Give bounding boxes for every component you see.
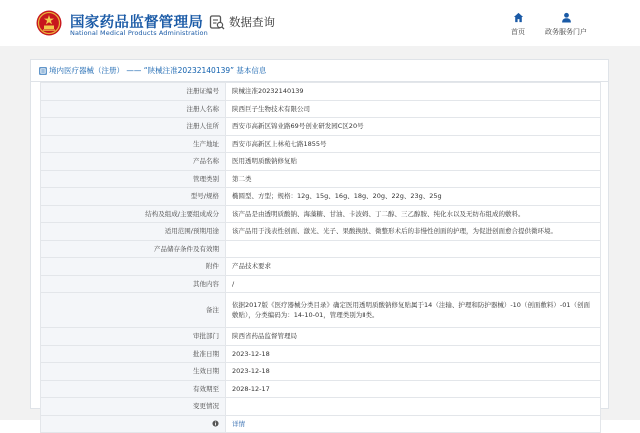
table-row — [41, 153, 601, 171]
national-emblem-icon — [36, 10, 62, 36]
field-label: 变更情况 — [41, 398, 226, 416]
field-value: 2028-12-17 — [226, 380, 601, 398]
field-value: 西安市高新区上林苑七路1855号 — [226, 135, 601, 153]
field-label: 注册人名称 — [41, 100, 226, 118]
panel-header — [31, 60, 608, 82]
field-label: 生产地址 — [41, 135, 226, 153]
field-value — [226, 240, 601, 258]
table-row — [41, 205, 601, 223]
field-label: 生效日期 — [41, 363, 226, 381]
field-value: 陕西巨子生物技术有限公司 — [226, 100, 601, 118]
table-row — [41, 380, 601, 398]
field-value: 产品技术要求 — [226, 258, 601, 276]
table-row — [41, 398, 601, 416]
panel-title: 境内医疗器械（注册） —— “陕械注准20232140139” 基本信息 — [49, 66, 267, 75]
field-value: 椭圆型、方型；规格：12g、15g、16g、18g、20g、22g、23g、25g — [226, 188, 601, 206]
field-value: 依据2017版《医疗器械分类目录》确定医用透明质酸钠修复贴属于14（注输、护理和防护器械）-10（创面敷料）-01（创面敷贴），分类编码为：14-10-01，管理类别为Ⅱ类。 — [226, 293, 601, 328]
field-label: 注册证编号 — [41, 83, 226, 101]
field-label: 批准日期 — [41, 345, 226, 363]
user-icon — [561, 12, 572, 23]
table-row — [41, 345, 601, 363]
field-value: 医用透明质酸钠修复贴 — [226, 153, 601, 171]
field-value: 2023-12-18 — [226, 363, 601, 381]
field-value: 陕西省药品监督管理局 — [226, 328, 601, 346]
site-header — [0, 0, 640, 46]
field-value — [226, 415, 601, 433]
field-label: 产品储存条件及有效期 — [41, 240, 226, 258]
info-icon — [212, 420, 219, 427]
field-value: / — [226, 275, 601, 293]
field-value: 该产品用于浅表性创面、激光、光子、果酸换肤、微整形术后的非慢性创面的护理，为促进创面愈合提供微环境。 — [226, 223, 601, 241]
field-label: 型号/规格 — [41, 188, 226, 206]
field-label: 审批部门 — [41, 328, 226, 346]
field-value — [226, 398, 601, 416]
table-row — [41, 118, 601, 136]
details-link[interactable]: 详情 — [232, 419, 245, 428]
field-value: 陕械注准20232140139 — [226, 83, 601, 101]
info-panel — [30, 59, 609, 428]
table-row — [41, 328, 601, 346]
location-icon — [39, 67, 47, 75]
table-row — [41, 223, 601, 241]
field-value: 第二类 — [226, 170, 601, 188]
field-label — [41, 415, 226, 433]
org-name-en: National Medical Products Administration — [70, 29, 208, 37]
field-label: 结构及组成/主要组成成分 — [41, 205, 226, 223]
field-label: 其他内容 — [41, 275, 226, 293]
info-table — [40, 82, 601, 433]
field-label: 注册人住所 — [41, 118, 226, 136]
table-row — [41, 415, 601, 433]
table-row — [41, 135, 601, 153]
field-value: 2023-12-18 — [226, 345, 601, 363]
table-row — [41, 293, 601, 328]
field-value: 该产品是由透明质酸钠、海藻糖、甘油、卡波姆、丁二醇、三乙醇胺、纯化水以及无纺布组成的敷料。 — [226, 205, 601, 223]
field-label: 有效期至 — [41, 380, 226, 398]
page-subtitle: 数据查询 — [229, 15, 275, 29]
field-label: 产品名称 — [41, 153, 226, 171]
table-row — [41, 83, 601, 101]
field-value: 西安市高新区锦业路69号创业研发园C区20号 — [226, 118, 601, 136]
table-row — [41, 170, 601, 188]
table-row — [41, 240, 601, 258]
field-label: 附件 — [41, 258, 226, 276]
data-query-icon — [209, 14, 225, 30]
field-label: 管理类别 — [41, 170, 226, 188]
field-label: 备注 — [41, 293, 226, 328]
nav-home-label: 首页 — [511, 28, 525, 36]
home-icon — [513, 12, 524, 23]
field-label: 适用范围/预期用途 — [41, 223, 226, 241]
table-row — [41, 363, 601, 381]
nav-service-label: 政务服务门户 — [545, 28, 587, 36]
table-row — [41, 188, 601, 206]
nav-service-portal[interactable] — [536, 12, 596, 37]
org-name-cn: 国家药品监督管理局 — [70, 15, 204, 31]
table-row — [41, 100, 601, 118]
table-row — [41, 258, 601, 276]
table-row — [41, 275, 601, 293]
